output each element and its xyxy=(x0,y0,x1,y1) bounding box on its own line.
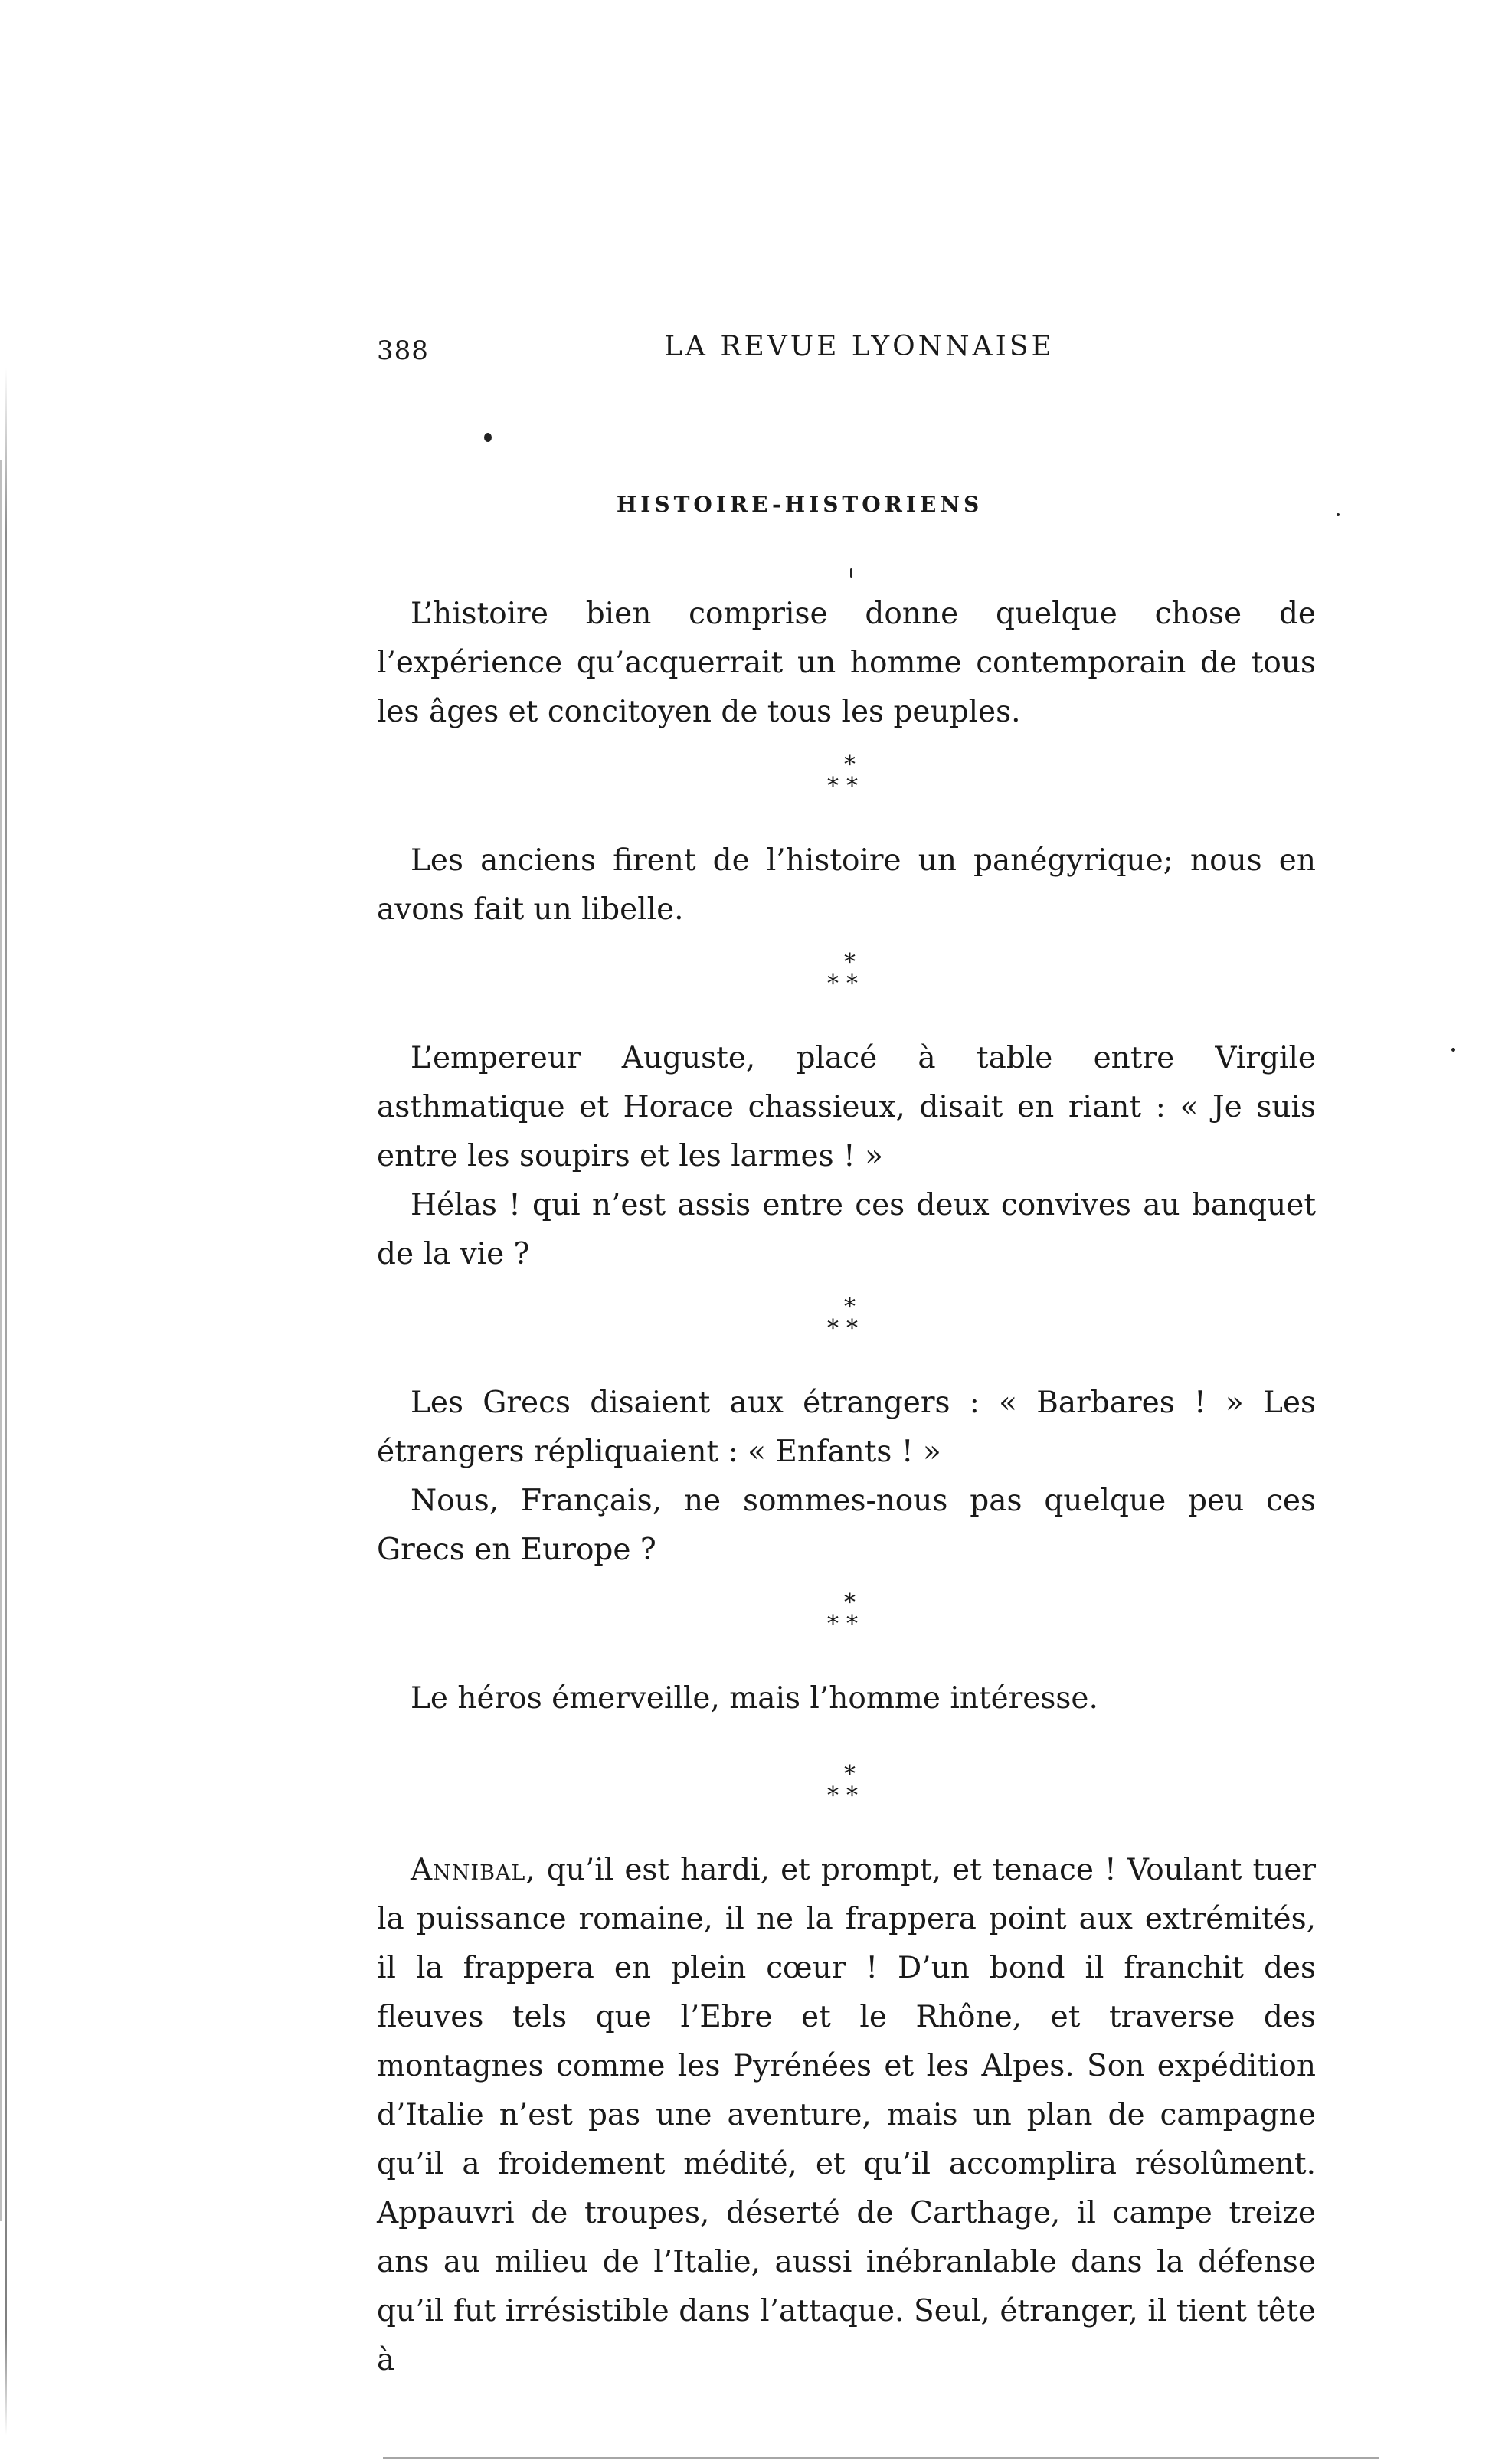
scanned-page-edge xyxy=(5,368,7,2436)
asterism-separator xyxy=(377,1723,1316,1846)
asterism-separator xyxy=(377,1279,1316,1379)
asterism-stars: ** xyxy=(827,1611,865,1638)
paragraph-7: Le héros émerveille, mais l’homme intéresse. xyxy=(411,1681,1098,1716)
article-body xyxy=(377,590,1316,2385)
asterism-stars: ** xyxy=(827,773,865,800)
paragraph-1: L’histoire bien comprise donne quelque chose de l’expérience qu’acquerrait un homme contemporain de tous les âges et concitoyen de tous les peuples. xyxy=(377,597,1316,729)
asterism-star: * xyxy=(844,949,856,976)
running-header xyxy=(377,331,1316,377)
asterism-star: * xyxy=(844,751,856,778)
annibal-name: Annibal, xyxy=(411,1853,536,1887)
paragraph-annibal xyxy=(377,1846,1316,2385)
asterism-stars: ** xyxy=(827,970,865,997)
paragraph-6: Nous, Français, ne sommes-nous pas quelque peu ces Grecs en Europe ? xyxy=(377,1484,1316,1567)
asterism-stars: ** xyxy=(827,1782,865,1809)
page-number: 388 xyxy=(377,335,429,366)
annibal-text: qu’il est hardi, et prompt, et tenace ! Voulant tuer la puissance romaine, il ne la frappera point aux extrémités, il la frappera en plein cœur ! D’un bond il franchit des fleuves tels que l’Ebre et le Rhône, et traverse des montagnes comme les Pyrénées et les Alpes. Son expédition d’Italie n’est pas une aventure, mais un plan de campagne qu’il a froidement médité, et qu’il accomplira résolûment. Appauvri de troupes, déserté de Carthage, il campe treize ans au milieu de l’Italie, aussi inébranlable dans la défense qu’il fut irrésistible dans l’attaque. Seul, étranger, il tient tête à xyxy=(377,1853,1316,2377)
asterism-separator xyxy=(377,737,1316,836)
ink-speck xyxy=(850,568,852,578)
asterism-separator xyxy=(377,1575,1316,1674)
journal-title: LA REVUE LYONNAISE xyxy=(664,331,1055,362)
paragraph-2: Les anciens firent de l’histoire un panégyrique; nous en avons fait un libelle. xyxy=(377,843,1316,927)
section-title: HISTOIRE-HISTORIENS xyxy=(616,492,983,517)
asterism-star: * xyxy=(844,1589,856,1616)
ink-speck xyxy=(484,433,492,442)
asterism-star: * xyxy=(844,1294,856,1320)
ink-speck xyxy=(1451,1048,1455,1052)
asterism-stars: ** xyxy=(827,1315,865,1342)
scanned-page-edge-shadow xyxy=(0,460,2,2221)
asterism-star: * xyxy=(844,1761,856,1788)
scan-bottom-edge xyxy=(383,2457,1379,2459)
asterism-separator xyxy=(377,934,1316,1034)
paragraph-3: L’empereur Auguste, placé à table entre Virgile asthmatique et Horace chassieux, disait en riant : « Je suis entre les soupirs et les larmes ! » xyxy=(377,1041,1316,1173)
paragraph-4: Hélas ! qui n’est assis entre ces deux convives au banquet de la vie ? xyxy=(377,1188,1316,1271)
paragraph-5: Les Grecs disaient aux étrangers : « Barbares ! » Les étrangers répliquaient : « Enfants ! » xyxy=(377,1386,1316,1469)
